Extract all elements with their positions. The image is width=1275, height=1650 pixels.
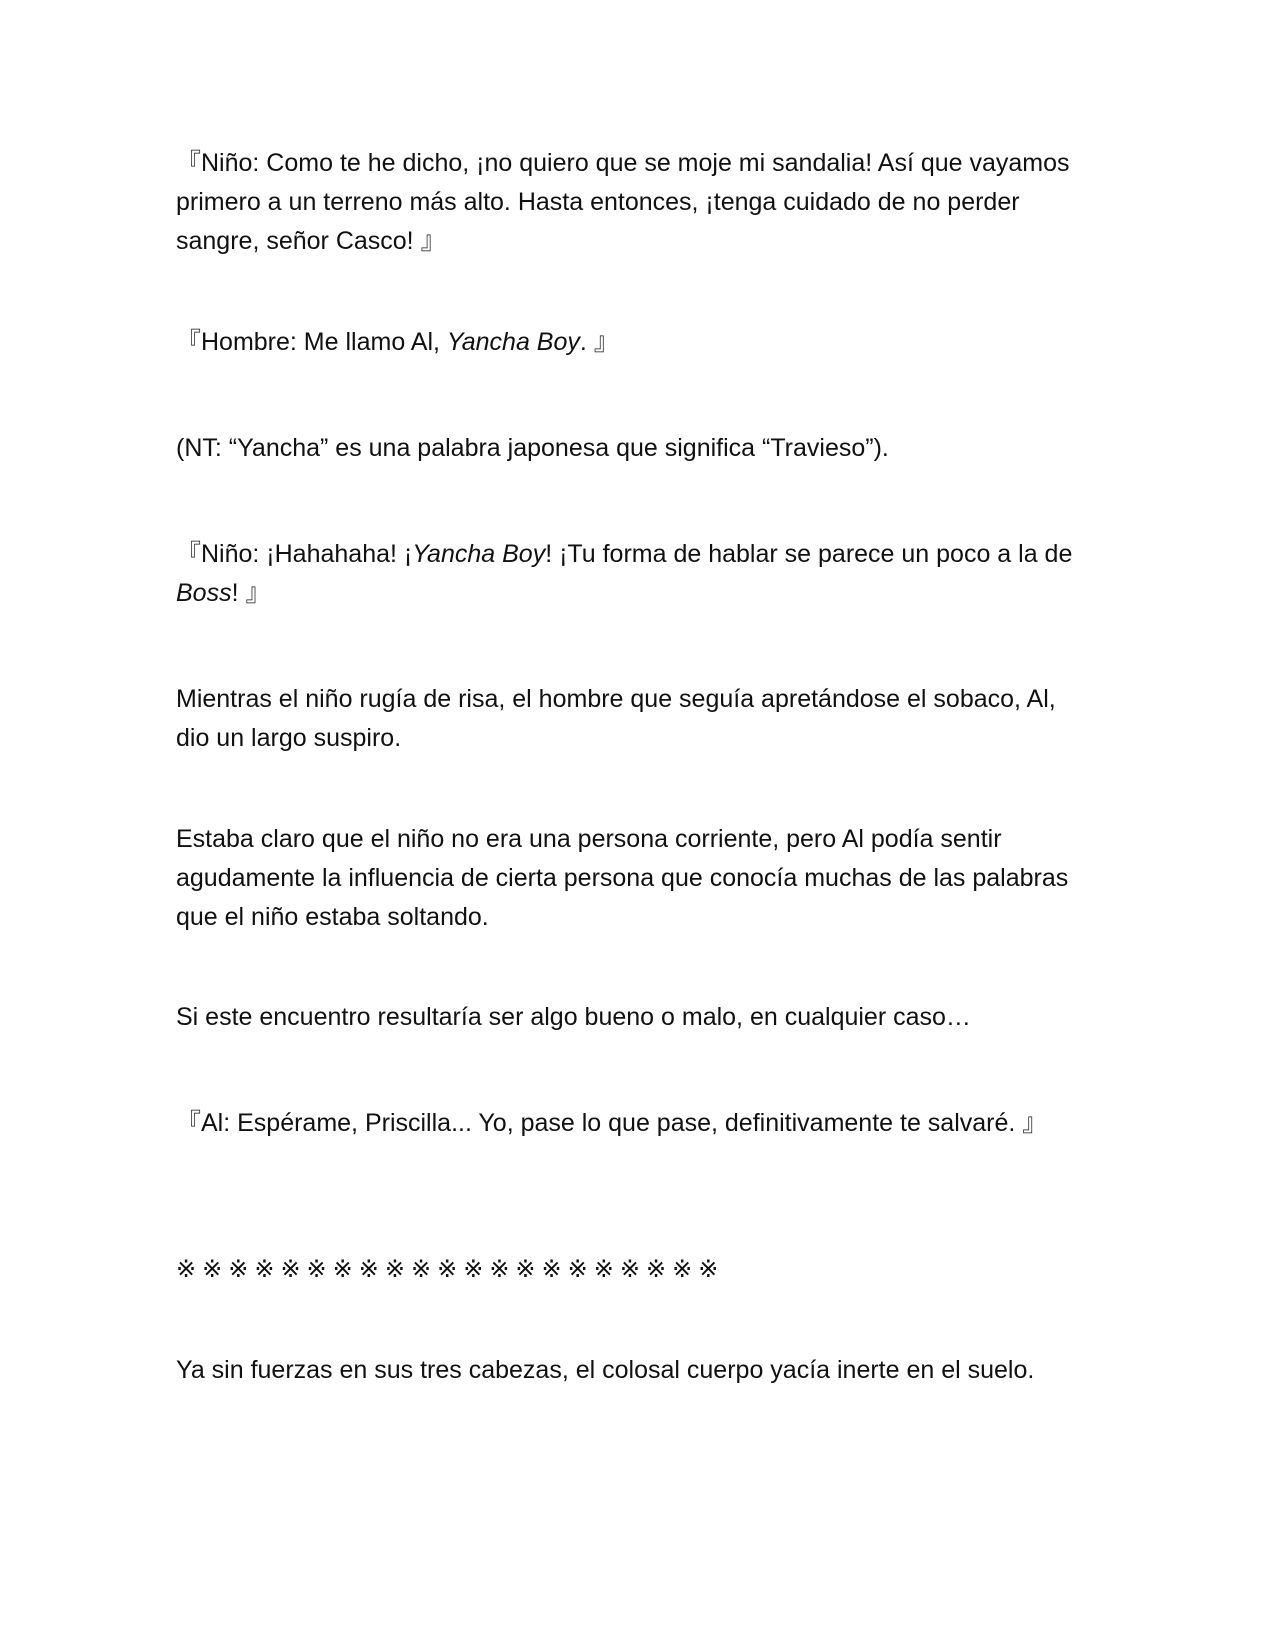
paragraph-dialogue-nino-1 — [176, 144, 1096, 261]
p2-text-b: . 』 — [579, 328, 619, 356]
paragraph-translator-note — [176, 429, 1096, 468]
p4-text-italic-2: Boss — [176, 579, 232, 607]
p9-text: ※※※※※※※※※※※※※※※※※※※※※ — [176, 1255, 725, 1283]
paragraph-dialogue-nino-2 — [176, 535, 1096, 613]
p3-text: (NT: “Yancha” es una palabra japonesa que significa “Travieso”). — [176, 434, 889, 462]
p1-text: 『Niño: Como te he dicho, ¡no quiero que se moje mi sandalia! Así que vayamos primero a un terreno más alto. Hasta entonces, ¡tenga cuidado de no perder sangre, señor Casco! 』 — [176, 149, 1070, 255]
p2-text-a: 『Hombre: Me llamo Al, — [176, 328, 447, 356]
p6-text: Estaba claro que el niño no era una persona corriente, pero Al podía sentir agudamente la influencia de cierta persona que conocía muchas de las palabras que el niño estaba soltando. — [176, 825, 1069, 931]
p2-text-italic: Yancha Boy — [446, 328, 580, 356]
paragraph-narration-1 — [176, 680, 1096, 758]
p7-text: Si este encuentro resultaría ser algo bueno o malo, en cualquier caso… — [176, 1003, 971, 1031]
p4-text-c: ! 』 — [231, 579, 271, 607]
p10-text: Ya sin fuerzas en sus tres cabezas, el colosal cuerpo yacía inerte en el suelo. — [176, 1356, 1035, 1384]
paragraph-narration-3 — [176, 998, 1096, 1037]
paragraph-dialogue-al — [176, 1104, 1096, 1143]
p5-text: Mientras el niño rugía de risa, el hombre que seguía apretándose el sobaco, Al, dio un largo suspiro. — [176, 685, 1056, 752]
p8-text: 『Al: Espérame, Priscilla... Yo, pase lo que pase, definitivamente te salvaré. 』 — [176, 1109, 1048, 1137]
p4-text-b: ! ¡Tu forma de hablar se parece un poco a la de — [545, 540, 1073, 568]
paragraph-narration-2 — [176, 820, 1096, 937]
p4-text-a: 『Niño: ¡Hahahaha! ¡ — [176, 540, 413, 568]
paragraph-narration-4 — [176, 1351, 1096, 1390]
scene-break-divider — [176, 1250, 1096, 1289]
p4-text-italic-1: Yancha Boy — [412, 540, 546, 568]
paragraph-dialogue-hombre — [176, 323, 1096, 362]
